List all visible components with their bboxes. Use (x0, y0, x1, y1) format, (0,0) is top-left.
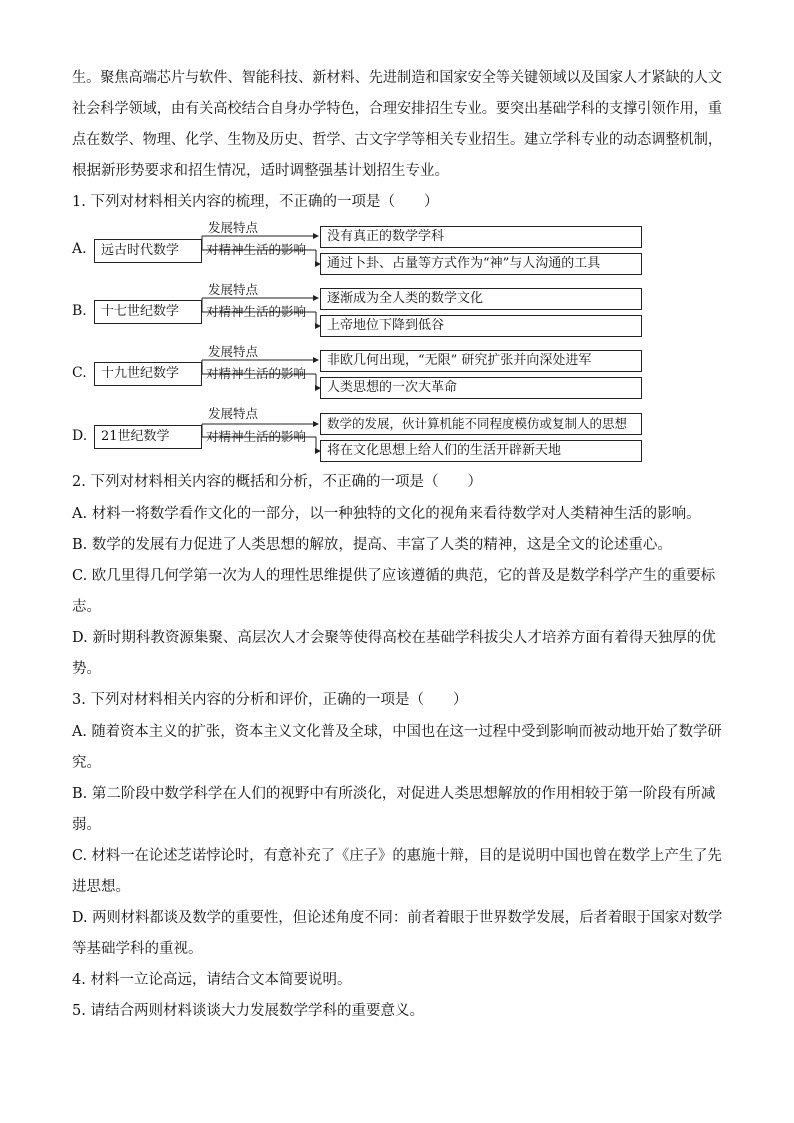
intro-line-1: 生。聚焦高端芯片与软件、智能科技、新材料、先进制造和国家安全等关键领域以及国家人才紧缺的人文 (72, 70, 722, 86)
q1-option-c-era: 十九世纪数学 (94, 362, 202, 386)
q1-option-d-era: 21世纪数学 (94, 425, 202, 449)
q2-line-b: B. 数学的发展有力促进了人类思想的解放，提高、丰富了人类的精神，这是全文的论述重心。 (72, 537, 672, 553)
q1-option-b-mid-label: 对精神生活的影响 (206, 304, 307, 319)
q3-line-d: D. 两则材料都谈及数学的重要性，但论述角度不同：前者着眼于世界数学发展，后者着眼于国家对数学 (72, 910, 723, 926)
q2-stem: 2. 下列对材料相关内容的概括和分析，不正确的一项是（ ） (72, 474, 482, 490)
q1-option-d-box2: 将在文化思想上给人们的生活开辟新天地 (320, 440, 642, 462)
q2-line-c-cont: 志。 (72, 599, 101, 615)
q1-option-a-box1: 没有真正的数学学科 (320, 226, 642, 248)
q3-line-b-cont: 弱。 (72, 817, 101, 833)
q1-option-c-top-label: 发展特点 (208, 344, 259, 359)
q2-line-a: A. 材料一将数学看作文化的一部分，以一种独特的文化的视角来看待数学对人类精神生活的影响。 (72, 506, 701, 522)
q3-line-c: C. 材料一在论述芝诺悖论时，有意补充了《庄子》的惠施十辩，目的是说明中国也曾在数学上产生了先 (72, 848, 722, 864)
q3-line-a-cont: 究。 (72, 755, 101, 771)
intro-line-4: 根据新形势要求和招生情况，适时调整强基计划招生专业。 (72, 163, 449, 179)
q1-option-a-box2: 通过卜卦、占量等方式作为“神”与人沟通的工具 (320, 253, 642, 275)
q1-option-d-top-label: 发展特点 (208, 406, 259, 421)
q2-line-c: C. 欧几里得几何学第一次为人的理性思维提供了应该遵循的典范，它的普及是数学科学产生的重要标 (72, 568, 716, 584)
q3-line-b: B. 第二阶段中数学科学在人们的视野中有所淡化，对促进人类思想解放的作用相较于第一阶段有所减 (72, 786, 716, 802)
intro-line-2: 社会科学领域，由有关高校结合自身办学特色，合理安排招生专业。要突出基础学科的支撑引领作用，重 (72, 101, 722, 117)
q5-stem: 5. 请结合两则材料谈谈大力发展数学学科的重要意义。 (72, 1003, 424, 1019)
q3-stem: 3. 下列对材料相关内容的分析和评价，正确的一项是（ ） (72, 692, 468, 708)
q1-option-c-mid-label: 对精神生活的影响 (206, 366, 307, 381)
q1-option-a-era: 远古时代数学 (94, 239, 202, 263)
q2-line-d: D. 新时期科教资源集聚、高层次人才会聚等使得高校在基础学科拔尖人才培养方面有着得天独厚的优 (72, 630, 716, 646)
q1-option-c-box2: 人类思想的一次大革命 (320, 377, 642, 399)
q1-option-b-letter: B. (72, 303, 87, 319)
q1-option-c-letter: C. (72, 365, 87, 381)
q1-option-a-top-label: 发展特点 (208, 220, 259, 235)
q1-option-d-mid-label: 对精神生活的影响 (206, 429, 307, 444)
q1-option-b-box2: 上帝地位下降到低谷 (320, 315, 642, 337)
q1-stem: 1. 下列对材料相关内容的梳理，不正确的一项是（ ） (72, 194, 439, 210)
q1-option-a-letter: A. (72, 241, 87, 257)
q1-option-b-top-label: 发展特点 (208, 282, 259, 297)
q3-line-d-cont: 等基础学科的重视。 (72, 941, 203, 957)
q1-option-b-box1: 逐渐成为全人类的数学文化 (320, 288, 642, 310)
q3-line-c-cont: 进思想。 (72, 879, 130, 895)
q3-line-a: A. 随着资本主义的扩张，资本主义文化普及全球，中国也在这一过程中受到影响而被动地开始了数学研 (72, 724, 722, 740)
q1-option-c-box1: 非欧几何出现，“无限” 研究扩张并向深处进军 (320, 350, 642, 372)
q1-option-b-era: 十七世纪数学 (94, 300, 202, 324)
intro-line-3: 点在数学、物理、化学、生物及历史、哲学、古文字学等相关专业招生。建立学科专业的动态调整机制， (72, 132, 722, 148)
q4-stem: 4. 材料一立论高远，请结合文本简要说明。 (72, 972, 352, 988)
q1-option-a-mid-label: 对精神生活的影响 (206, 242, 307, 257)
q1-option-d-box1: 数学的发展，伙计算机能不同程度模仿或复制人的思想 (320, 413, 642, 435)
q1-option-d-letter: D. (72, 428, 88, 444)
q2-line-d-cont: 势。 (72, 661, 101, 677)
